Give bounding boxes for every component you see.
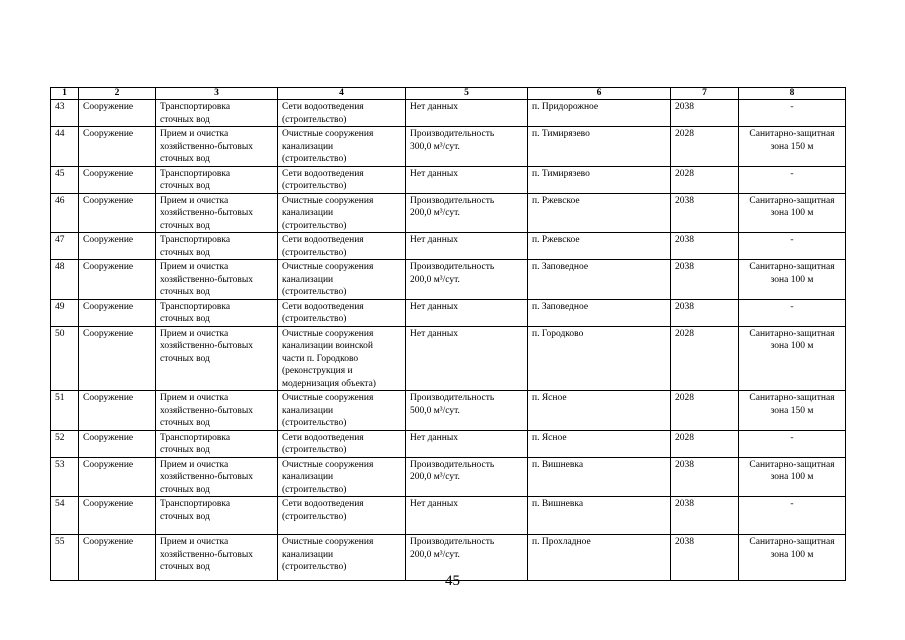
- cell-row-number: 52: [51, 430, 79, 457]
- table-row: [51, 100, 846, 127]
- cell-purpose: Прием и очистка хозяйственно-бытовых сточных вод: [156, 260, 278, 300]
- cell-restrictions: Санитарно-защитная зона 100 м: [739, 326, 846, 391]
- cell-row-number: 48: [51, 260, 79, 300]
- cell-object-type: Сооружение: [79, 535, 156, 581]
- page-number: 45: [445, 573, 460, 589]
- table-row: [51, 260, 846, 300]
- cell-characteristics: Нет данных: [406, 233, 528, 260]
- cell-purpose: Транспортировка сточных вод: [156, 299, 278, 326]
- cell-year: 2038: [671, 193, 739, 233]
- cell-restrictions: -: [739, 430, 846, 457]
- cell-year: 2038: [671, 535, 739, 581]
- column-header-7: 7: [671, 88, 739, 100]
- table-row: [51, 457, 846, 497]
- cell-restrictions: -: [739, 233, 846, 260]
- cell-year: 2038: [671, 457, 739, 497]
- cell-object-type: Сооружение: [79, 127, 156, 167]
- cell-location: п. Ржевское: [528, 233, 671, 260]
- cell-purpose: Транспортировка сточных вод: [156, 100, 278, 127]
- cell-characteristics: Производительность 300,0 м³/сут.: [406, 127, 528, 167]
- cell-purpose: Прием и очистка хозяйственно-бытовых сточных вод: [156, 127, 278, 167]
- facilities-table: [50, 87, 846, 581]
- cell-characteristics: Производительность 500,0 м³/сут.: [406, 391, 528, 431]
- cell-location: п. Тимирязево: [528, 166, 671, 193]
- cell-object-name: Сети водоотведения (строительство): [278, 497, 406, 535]
- cell-characteristics: Нет данных: [406, 326, 528, 391]
- cell-location: п. Заповедное: [528, 299, 671, 326]
- table-body: [51, 100, 846, 581]
- cell-location: п. Тимирязево: [528, 127, 671, 167]
- cell-characteristics: Нет данных: [406, 166, 528, 193]
- cell-object-type: Сооружение: [79, 299, 156, 326]
- cell-row-number: 46: [51, 193, 79, 233]
- cell-object-type: Сооружение: [79, 457, 156, 497]
- cell-row-number: 50: [51, 326, 79, 391]
- cell-object-name: Сети водоотведения (строительство): [278, 100, 406, 127]
- cell-purpose: Транспортировка сточных вод: [156, 166, 278, 193]
- cell-object-name: Очистные сооружения канализации (строительство): [278, 535, 406, 581]
- cell-year: 2038: [671, 233, 739, 260]
- table-row: [51, 233, 846, 260]
- cell-row-number: 45: [51, 166, 79, 193]
- table-row: [51, 391, 846, 431]
- cell-location: п. Придорожное: [528, 100, 671, 127]
- cell-restrictions: Санитарно-защитная зона 100 м: [739, 260, 846, 300]
- cell-restrictions: -: [739, 100, 846, 127]
- cell-year: 2028: [671, 430, 739, 457]
- column-header-1: 1: [51, 88, 79, 100]
- column-header-8: 8: [739, 88, 846, 100]
- cell-characteristics: Нет данных: [406, 430, 528, 457]
- cell-object-type: Сооружение: [79, 497, 156, 535]
- cell-characteristics: Нет данных: [406, 299, 528, 326]
- cell-row-number: 43: [51, 100, 79, 127]
- cell-characteristics: Производительность 200,0 м³/сут.: [406, 457, 528, 497]
- cell-characteristics: Нет данных: [406, 497, 528, 535]
- cell-restrictions: Санитарно-защитная зона 100 м: [739, 457, 846, 497]
- cell-year: 2028: [671, 391, 739, 431]
- table-row: [51, 430, 846, 457]
- table-row: [51, 326, 846, 391]
- cell-object-name: Сети водоотведения (строительство): [278, 233, 406, 260]
- cell-restrictions: -: [739, 299, 846, 326]
- cell-purpose: Прием и очистка хозяйственно-бытовых сточных вод: [156, 535, 278, 581]
- cell-characteristics: Производительность 200,0 м³/сут.: [406, 193, 528, 233]
- cell-characteristics: Производительность 200,0 м³/сут.: [406, 260, 528, 300]
- cell-object-name: Очистные сооружения канализации (строительство): [278, 127, 406, 167]
- column-header-5: 5: [406, 88, 528, 100]
- cell-location: п. Ржевское: [528, 193, 671, 233]
- cell-object-type: Сооружение: [79, 326, 156, 391]
- cell-restrictions: Санитарно-защитная зона 100 м: [739, 535, 846, 581]
- cell-row-number: 49: [51, 299, 79, 326]
- table-row: [51, 193, 846, 233]
- cell-restrictions: -: [739, 166, 846, 193]
- header-row: [51, 88, 846, 100]
- table-row: [51, 497, 846, 535]
- cell-restrictions: Санитарно-защитная зона 100 м: [739, 193, 846, 233]
- cell-row-number: 44: [51, 127, 79, 167]
- cell-purpose: Транспортировка сточных вод: [156, 233, 278, 260]
- cell-object-type: Сооружение: [79, 430, 156, 457]
- cell-location: п. Вишневка: [528, 497, 671, 535]
- cell-year: 2028: [671, 166, 739, 193]
- cell-year: 2028: [671, 326, 739, 391]
- cell-year: 2038: [671, 497, 739, 535]
- cell-characteristics: Производительность 200,0 м³/сут.: [406, 535, 528, 581]
- cell-restrictions: Санитарно-защитная зона 150 м: [739, 127, 846, 167]
- column-header-4: 4: [278, 88, 406, 100]
- cell-purpose: Транспортировка сточных вод: [156, 430, 278, 457]
- cell-object-name: Сети водоотведения (строительство): [278, 299, 406, 326]
- cell-purpose: Прием и очистка хозяйственно-бытовых сточных вод: [156, 326, 278, 391]
- cell-purpose: Прием и очистка хозяйственно-бытовых сточных вод: [156, 391, 278, 431]
- cell-row-number: 53: [51, 457, 79, 497]
- cell-object-type: Сооружение: [79, 193, 156, 233]
- cell-restrictions: -: [739, 497, 846, 535]
- cell-location: п. Прохладное: [528, 535, 671, 581]
- cell-location: п. Городково: [528, 326, 671, 391]
- cell-year: 2038: [671, 100, 739, 127]
- cell-year: 2038: [671, 260, 739, 300]
- cell-row-number: 54: [51, 497, 79, 535]
- cell-restrictions: Санитарно-защитная зона 150 м: [739, 391, 846, 431]
- cell-characteristics: Нет данных: [406, 100, 528, 127]
- cell-object-name: Очистные сооружения канализации (строительство): [278, 391, 406, 431]
- cell-object-name: Сети водоотведения (строительство): [278, 430, 406, 457]
- cell-location: п. Ясное: [528, 391, 671, 431]
- cell-object-type: Сооружение: [79, 100, 156, 127]
- cell-purpose: Прием и очистка хозяйственно-бытовых сточных вод: [156, 193, 278, 233]
- cell-year: 2038: [671, 299, 739, 326]
- cell-location: п. Вишневка: [528, 457, 671, 497]
- cell-purpose: Прием и очистка хозяйственно-бытовых сточных вод: [156, 457, 278, 497]
- cell-object-name: Очистные сооружения канализации (строительство): [278, 260, 406, 300]
- cell-year: 2028: [671, 127, 739, 167]
- cell-row-number: 47: [51, 233, 79, 260]
- cell-object-name: Очистные сооружения канализации воинской части п. Городково (реконструкция и модернизация объекта): [278, 326, 406, 391]
- cell-object-type: Сооружение: [79, 391, 156, 431]
- table-row: [51, 299, 846, 326]
- cell-location: п. Ясное: [528, 430, 671, 457]
- cell-row-number: 55: [51, 535, 79, 581]
- column-header-2: 2: [79, 88, 156, 100]
- cell-object-type: Сооружение: [79, 260, 156, 300]
- cell-object-name: Сети водоотведения (строительство): [278, 166, 406, 193]
- column-header-6: 6: [528, 88, 671, 100]
- cell-row-number: 51: [51, 391, 79, 431]
- cell-purpose: Транспортировка сточных вод: [156, 497, 278, 535]
- table-row: [51, 127, 846, 167]
- column-header-3: 3: [156, 88, 278, 100]
- cell-object-type: Сооружение: [79, 166, 156, 193]
- cell-object-name: Очистные сооружения канализации (строительство): [278, 193, 406, 233]
- cell-object-name: Очистные сооружения канализации (строительство): [278, 457, 406, 497]
- cell-object-type: Сооружение: [79, 233, 156, 260]
- table-row: [51, 166, 846, 193]
- cell-location: п. Заповедное: [528, 260, 671, 300]
